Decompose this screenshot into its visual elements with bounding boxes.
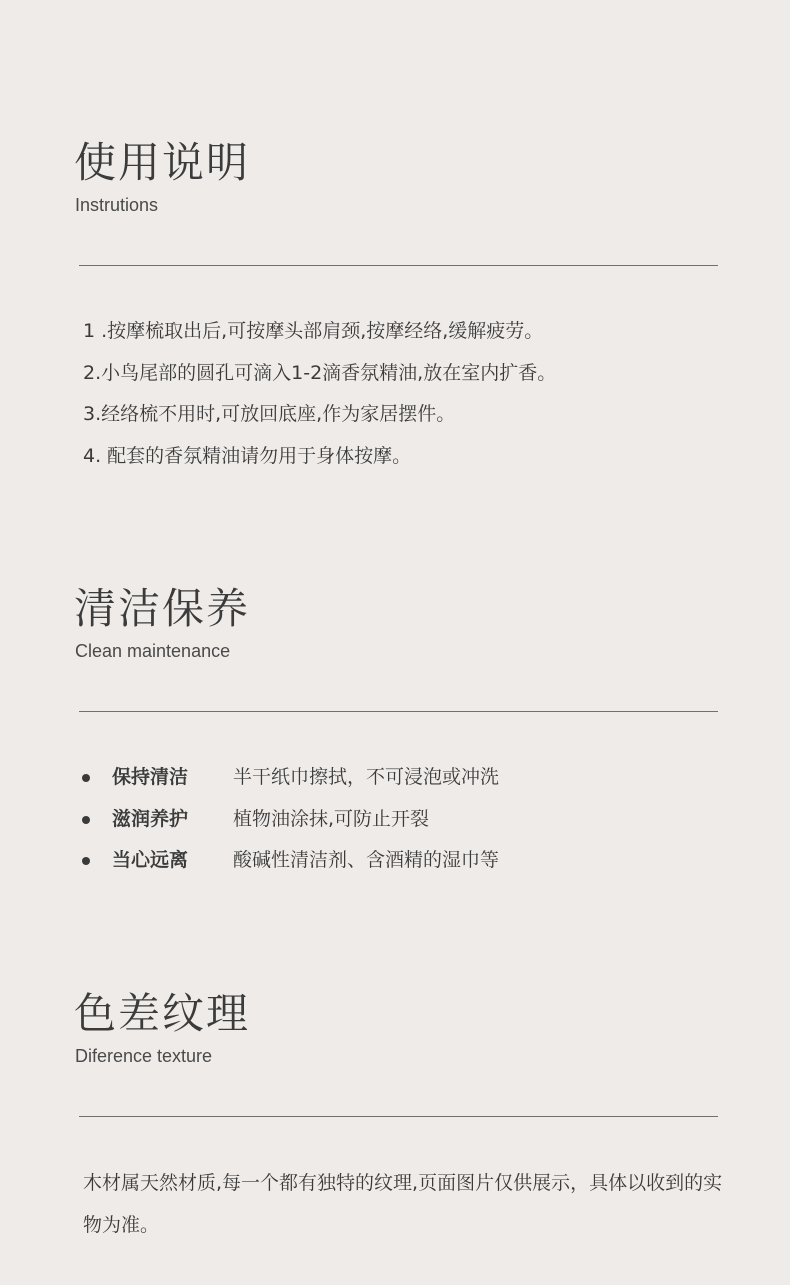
care-item-label: 当心远离 <box>112 849 189 871</box>
usage-step-3: 3.经络梳不用时,可放回底座,作为家居摆件。 <box>83 403 456 425</box>
usage-steps <box>83 311 556 477</box>
care-item-label: 滋润养护 <box>112 807 189 830</box>
care-subtitle: Clean maintenance <box>75 641 231 661</box>
care-item-desc: 半干纸巾擦拭，不可浸泡或冲洗 <box>233 766 500 788</box>
usage-divider <box>79 265 718 266</box>
usage-subtitle: Instrutions <box>75 195 159 215</box>
usage-step-1: 1 .按摩梳取出后,可按摩头部肩颈,按摩经络,缓解疲劳。 <box>83 320 544 342</box>
usage-step-2: 2.小鸟尾部的圆孔可滴入1-2滴香氛精油,放在室内扩香。 <box>83 361 557 384</box>
bullet-dot-icon <box>82 816 90 824</box>
usage-title: 使用说明 <box>74 138 251 187</box>
bullet-dot-icon <box>82 857 90 865</box>
care-item-desc: 植物油涂抹,可防止开裂 <box>233 807 430 830</box>
care-title: 清洁保养 <box>74 584 251 633</box>
usage-step-4: 4. 配套的香氛精油请勿用于身体按摩。 <box>83 444 412 467</box>
bullet-dot-icon <box>82 774 90 782</box>
texture-title: 色差纹理 <box>74 989 251 1038</box>
texture-text: 木材属天然材质,每一个都有独特的纹理,页面图片仅供展示，具体以收到的实物为准。 <box>83 1172 723 1236</box>
care-item-label: 保持清洁 <box>112 766 189 788</box>
texture-subtitle: Diference texture <box>75 1046 213 1066</box>
care-item-desc: 酸碱性清洁剂、含酒精的湿巾等 <box>233 849 500 871</box>
care-divider <box>79 711 718 712</box>
texture-divider <box>79 1116 718 1117</box>
